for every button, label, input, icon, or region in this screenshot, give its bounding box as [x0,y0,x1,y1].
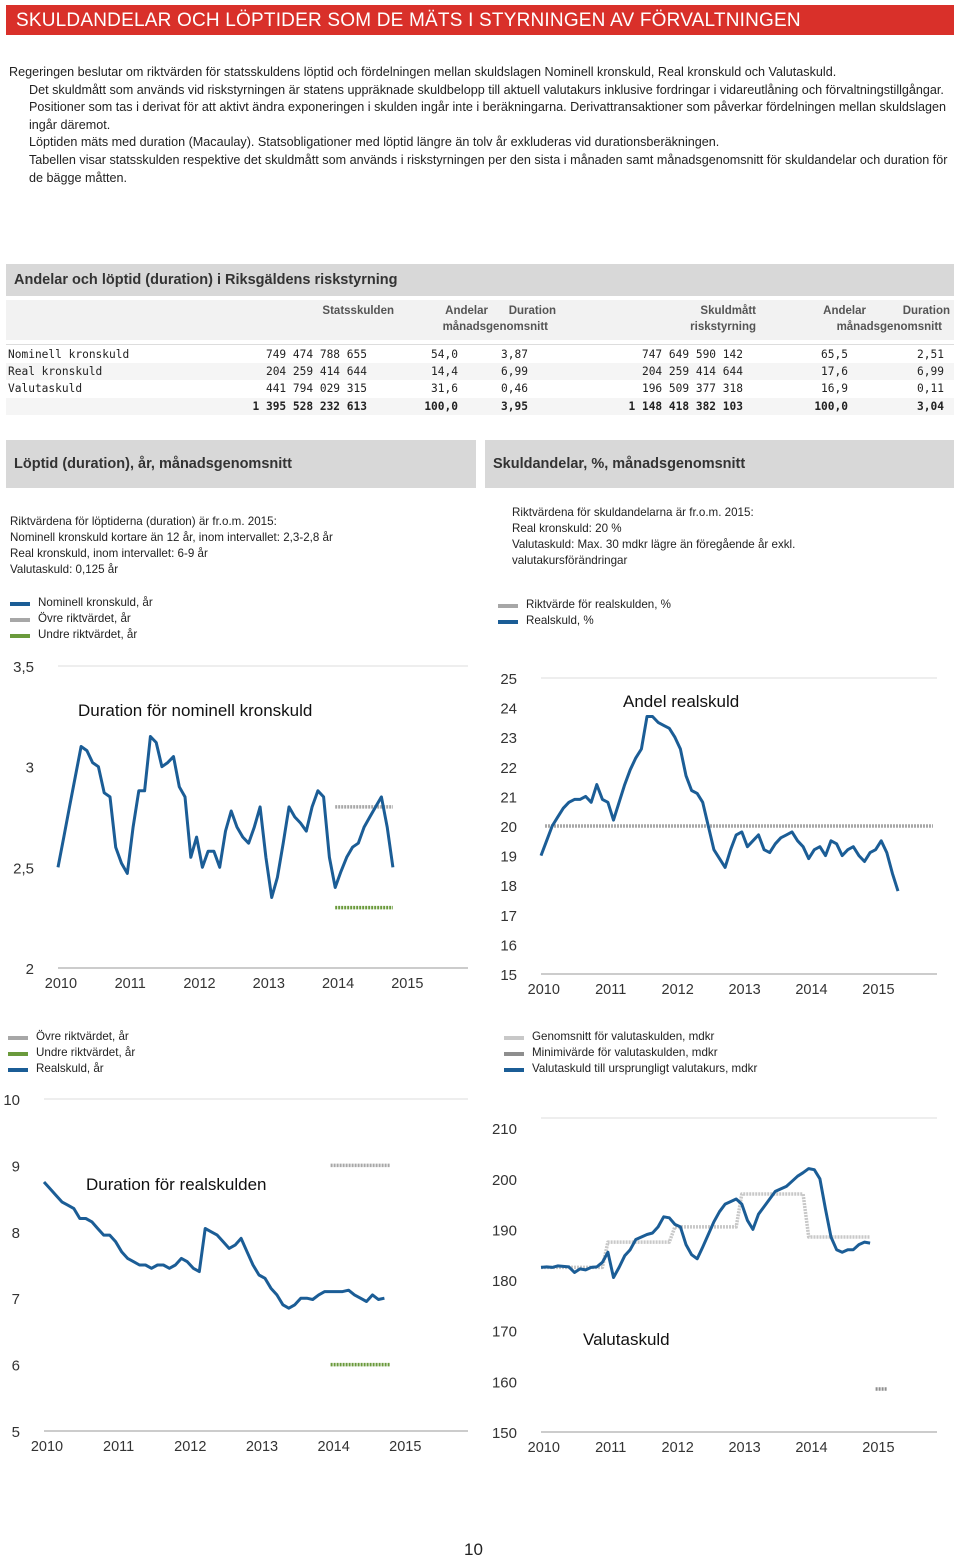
x-tick-label: 2015 [391,976,424,992]
y-tick-label: 17 [500,907,517,925]
table-cell: 16,9 [821,382,848,395]
y-tick-label: 9 [11,1158,20,1176]
legend-label: Valutaskuld till ursprungligt valutakurs, mdkr [532,1062,758,1075]
table-cell: 3,95 [501,400,528,413]
x-tick-label: 2015 [862,982,895,998]
col-subheader: månadsgenomsnitt [442,321,548,333]
line-chart [485,1110,955,1460]
col-subheader: månadsgenomsnitt [836,321,942,333]
caption-line: valutakursförändringar [512,554,628,567]
y-tick-label: 150 [491,1425,517,1442]
y-tick-label: 16 [500,937,517,955]
y-tick-label: 3,5 [13,659,34,676]
legend-swatch [498,604,518,608]
legend-swatch [10,602,30,606]
left-section-bar [6,440,476,488]
col-header: Skuldmått [700,305,756,317]
y-tick-label: 7 [11,1291,20,1309]
intro-paragraph: Regeringen beslutar om riktvärden för statsskuldens löptid och fördelningen mellan skuldslagen Nominell kronskuld, Real kronskuld och Valutaskuld. [9,65,837,79]
table-divider [6,344,954,345]
chart-title: Duration för nominell kronskuld [78,701,313,720]
y-tick-label: 10 [3,1092,20,1109]
series-line [58,737,393,898]
table-header [6,300,954,340]
table-cell: 441 794 029 315 [265,382,367,395]
x-tick-label: 2013 [728,982,761,998]
y-tick-label: 2,5 [13,860,34,878]
table-cell: 3,87 [501,348,528,361]
y-tick-label: 8 [11,1224,20,1242]
col-header: Andelar [823,305,866,317]
table-cell: 100,0 [424,400,458,413]
y-tick-label: 6 [11,1357,20,1375]
table-cell: 2,51 [917,348,944,361]
legend-swatch [504,1052,524,1056]
page-title: SKULDANDELAR OCH LÖPTIDER SOM DE MÄTS I STYRNINGEN AV FÖRVALTNINGEN [16,10,801,31]
y-tick-label: 22 [500,759,517,777]
table-cell: 1 395 528 232 613 [252,400,367,413]
y-tick-label: 19 [500,848,517,866]
table-cell: 1 148 418 382 103 [628,400,743,413]
right-section-bar [485,440,954,488]
y-tick-label: 5 [11,1424,20,1441]
table-cell: 6,99 [501,365,528,378]
row-label: Valutaskuld [8,382,83,395]
x-tick-label: 2015 [862,1440,895,1456]
caption-line: Nominell kronskuld kortare än 12 år, inom intervallet: 2,3-2,8 år [10,531,333,544]
x-tick-label: 2012 [661,982,694,998]
chart-title: Valutaskuld [583,1330,670,1349]
series-line [541,717,898,892]
caption-line: Valutaskuld: 0,125 år [10,563,119,576]
legend-swatch [8,1068,28,1072]
series-line [541,1194,870,1267]
x-tick-label: 2013 [252,976,285,992]
y-tick-label: 20 [500,819,517,836]
y-tick-label: 25 [500,671,517,688]
legend-label: Undre riktvärdet, år [36,1046,136,1059]
y-tick-label: 200 [491,1171,517,1189]
table-cell: 65,5 [821,348,848,361]
y-tick-label: 3 [25,759,34,777]
table-title-bar [6,264,954,296]
table-row [6,346,954,363]
table-total-row [6,398,954,415]
left-section-title: Löptid (duration), år, månadsgenomsnitt [14,456,292,472]
legend-swatch [498,620,518,624]
legend-label: Övre riktvärdet, år [38,612,131,625]
legend-swatch [8,1052,28,1056]
table-cell: 204 259 414 644 [641,365,743,378]
x-tick-label: 2010 [44,976,78,992]
table-row [6,363,954,380]
row-label: Nominell kronskuld [8,348,130,361]
x-tick-label: 2010 [527,982,560,998]
x-tick-label: 2013 [245,1439,279,1455]
y-tick-label: 190 [491,1222,517,1240]
col-header: Statsskulden [322,305,394,317]
caption-line: Valutaskuld: Max. 30 mdkr lägre än föregående år exkl. [512,538,796,551]
y-tick-label: 18 [500,878,517,896]
col-header: Andelar [445,305,488,317]
y-tick-label: 21 [500,789,517,807]
x-tick-label: 2010 [30,1439,64,1455]
y-tick-label: 15 [500,967,517,984]
x-tick-label: 2013 [728,1440,761,1456]
col-header: Duration [508,305,556,317]
intro-paragraph: Löptiden mäts med duration (Macaulay). Statsobligationer med löptid längre än tolv år exkluderas vid durationsberäkningen. [29,135,720,150]
x-tick-label: 2010 [527,1440,560,1456]
x-tick-label: 2014 [321,976,355,992]
y-tick-label: 23 [500,730,517,748]
legend-swatch [504,1068,524,1072]
left-caption [10,514,333,578]
line-chart [6,650,476,996]
table-cell: 17,6 [821,365,848,378]
legend-swatch [10,634,30,638]
page-number: 10 [464,1540,483,1559]
legend-label: Minimivärde för valutaskulden, mdkr [532,1046,718,1059]
table-cell: 31,6 [431,382,458,395]
intro-text [9,64,949,187]
page-banner [6,5,954,35]
chart-title: Duration för realskulden [86,1175,267,1194]
series-line [541,1169,870,1278]
x-tick-label: 2011 [114,976,146,992]
legend-label: Nominell kronskuld, år [38,596,153,609]
caption-line: Riktvärdena för skuldandelarna är fr.o.m. 2015: [512,506,754,519]
col-subheader: riskstyrning [690,321,756,333]
caption-line: Riktvärdena för löptiderna (duration) är fr.o.m. 2015: [10,515,277,528]
y-tick-label: 2 [25,961,34,978]
right-section-title: Skuldandelar, %, månadsgenomsnitt [493,456,746,472]
table-cell: 0,46 [501,382,528,395]
row-label: Real kronskuld [8,365,103,378]
table-cell: 0,11 [917,382,944,395]
right-caption [512,505,795,569]
x-tick-label: 2011 [103,1439,135,1455]
table-cell: 204 259 414 644 [265,365,367,378]
y-tick-label: 180 [491,1273,517,1291]
legend-label: Genomsnitt för valutaskulden, mdkr [532,1030,715,1043]
y-tick-label: 210 [491,1121,517,1139]
x-tick-label: 2011 [595,982,627,998]
legend-swatch [8,1036,28,1040]
x-tick-label: 2014 [795,982,828,998]
series-line [44,1182,384,1308]
table-cell: 747 649 590 142 [641,348,743,361]
table-cell: 100,0 [814,400,848,413]
table-cell: 54,0 [431,348,458,361]
y-tick-label: 170 [491,1323,517,1341]
table-cell: 3,04 [917,400,944,413]
x-tick-label: 2015 [389,1439,422,1455]
x-tick-label: 2012 [183,976,216,992]
col-header: Duration [902,305,950,317]
intro-paragraph: Tabellen visar statsskulden respektive det skuldmått som används i riskstyrningen per den sista i månaden samt månadsgenomsnitt för skuldandelar och duration för de bägge måtten. [29,152,948,185]
table-cell: 196 509 377 318 [641,382,743,395]
y-tick-label: 160 [491,1374,517,1392]
table-row [6,380,954,397]
x-tick-label: 2012 [661,1440,694,1456]
legend-label: Undre riktvärdet, år [38,628,138,641]
legend-label: Riktvärde för realskulden, % [526,598,671,611]
x-tick-label: 2011 [595,1440,627,1456]
caption-line: Real kronskuld, inom intervallet: 6-9 år [10,547,208,560]
y-tick-label: 24 [500,700,517,718]
x-tick-label: 2014 [795,1440,828,1456]
legend-label: Realskuld, % [526,614,594,627]
legend-label: Övre riktvärdet, år [36,1030,129,1043]
caption-line: Real kronskuld: 20 % [512,522,622,535]
line-chart [3,1085,476,1457]
table-cell: 6,99 [917,365,944,378]
x-tick-label: 2014 [317,1439,350,1455]
line-chart [485,660,955,1000]
x-tick-label: 2012 [174,1439,207,1455]
legend-swatch [10,618,30,622]
table-cell: 749 474 788 655 [265,348,367,361]
table-cell: 14,4 [431,365,458,378]
legend-label: Realskuld, år [36,1062,104,1075]
legend-swatch [504,1036,524,1040]
table-title: Andelar och löptid (duration) i Riksgäldens riskstyrning [14,272,398,288]
chart-title: Andel realskuld [623,692,740,711]
intro-paragraph: Det skuldmått som används vid riskstyrningen är statens uppräknade skuldbelopp till aktuell valutakurs inklusive fordringar i vidareutlåning och förvaltningstillgångar. Positioner som tas i derivat för att aktivt ändra exponeringen i skulden ingår inte i beräkningarna. Derivattransaktioner som påverkar fördelningen mellan skuldslagen ingår däremot. [29,82,947,132]
